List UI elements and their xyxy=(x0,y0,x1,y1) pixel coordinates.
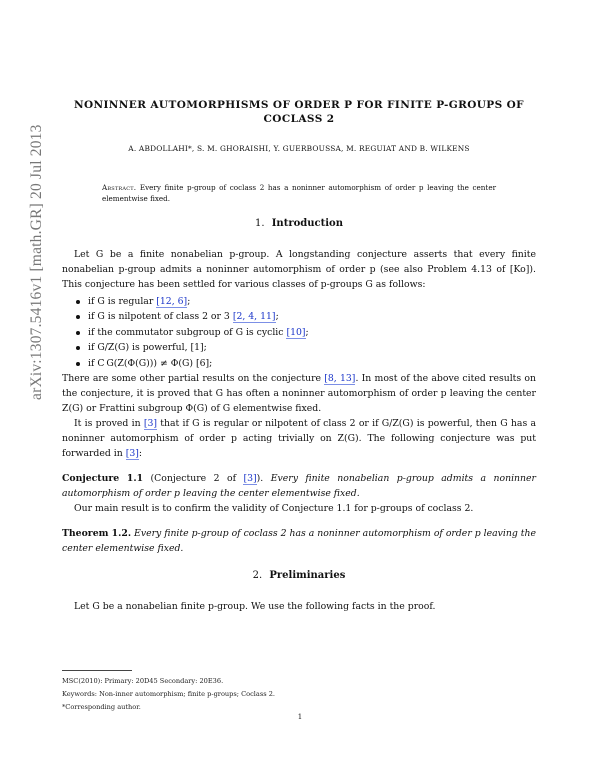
case-tail: ; xyxy=(187,296,191,307)
author-list: A. ABDOLLAHI*, S. M. GHORAISHI, Y. GUERBOUSSA, M. REGUIAT AND B. WILKENS xyxy=(128,144,470,153)
list-item xyxy=(88,294,536,309)
case-text: if G/Z(G) is powerful, [1]; xyxy=(88,342,207,354)
theorem-block xyxy=(62,526,536,556)
citation-link[interactable]: [3] xyxy=(243,473,257,485)
list-item xyxy=(88,325,536,340)
paper-title: NONINNER AUTOMORPHISMS OF ORDER P FOR FINITE P-GROUPS OF COCLASS 2 xyxy=(73,99,525,125)
keywords: Keywords: Non-inner automorphism; finite p-groups; Coclass 2. xyxy=(62,690,275,698)
citation-link[interactable]: [8, 13] xyxy=(324,373,356,385)
section-number: 2. xyxy=(252,570,263,582)
paper-content xyxy=(62,98,536,614)
settled-cases-list xyxy=(62,294,536,371)
page-number: 1 xyxy=(297,713,303,721)
theorem-statement: Every finite p-group of coclass 2 has a noninner automorphism of order p leaving the center elementwise fixed. xyxy=(62,528,536,555)
conjecture-source: (Conjecture 2 of xyxy=(143,473,244,485)
conjecture-source-end: ). xyxy=(256,473,271,485)
section-heading-introduction xyxy=(62,218,536,229)
abstract-label: Abstract. xyxy=(102,183,137,192)
list-item xyxy=(88,340,536,355)
case-tail: ; xyxy=(305,326,309,338)
case-tail: ; xyxy=(275,311,279,323)
citation-link[interactable]: [12, 6] xyxy=(156,296,188,307)
intro-paragraph-1: Let G be a finite nonabelian p-group. A longstanding conjecture asserts that every finite nonabelian p-group admits a noninner automorphism of order p (see also Problem 4.13 of [Ko]). This conjecture has been settled for various classes of p-groups G as follows: xyxy=(62,249,536,290)
conjecture-statement: Every finite nonabelian p-group admits a noninner automorphism of order p leaving the center elementwise fixed. xyxy=(62,473,536,500)
paragraph-text: : xyxy=(138,448,143,460)
main-result-paragraph: Our main result is to confirm the validity of Conjecture 1.1 for p-groups of coclass 2. xyxy=(74,503,474,515)
section-name: Introduction xyxy=(271,218,343,229)
conjecture-heading: Conjecture 1.1 xyxy=(62,473,144,485)
footnotes xyxy=(62,670,536,714)
footnote-rule xyxy=(62,670,132,671)
citation-link[interactable]: [10] xyxy=(286,326,306,338)
case-text: if the commutator subgroup of G is cyclic xyxy=(88,326,287,338)
case-text: if G is regular xyxy=(88,296,157,307)
paragraph-text: It is proved in xyxy=(74,418,144,430)
preliminaries-paragraph: Let G be a nonabelian finite p-group. We use the following facts in the proof. xyxy=(74,601,436,613)
section-number: 1. xyxy=(255,218,265,229)
intro-paragraph-2 xyxy=(62,371,536,416)
abstract-text: Every finite p-group of coclass 2 has a noninner automorphism of order p leaving the center elementwise fixed. xyxy=(102,183,497,203)
paragraph-text: that if G is regular or nilpotent of class 2 or if G/Z(G) is powerful, then G has a noninner automorphism of order p acting trivially on Z(G). The following conjecture was put forwarded in xyxy=(62,418,536,460)
list-item xyxy=(88,309,536,324)
arxiv-identifier-stamp: arXiv:1307.5416v1 [math.GR] 20 Jul 2013 xyxy=(28,124,45,400)
intro-paragraph-3 xyxy=(62,416,536,461)
conjecture-block xyxy=(62,471,536,501)
section-name: Preliminaries xyxy=(269,570,346,582)
citation-link[interactable]: [2, 4, 11] xyxy=(232,311,276,323)
citation-link[interactable]: [3] xyxy=(143,418,157,430)
paragraph-text: . In most of the above cited results on the conjecture, it is proved that G has often a noninner automorphism of order p leaving the center Z(G) or Frattini subgroup Φ(G) of G elementwise fixed. xyxy=(62,373,536,415)
msc-classification: MSC(2010): Primary: 20D45 Secondary: 20E36. xyxy=(62,677,224,685)
section-heading-preliminaries xyxy=(62,570,536,581)
theorem-heading: Theorem 1.2. xyxy=(62,528,132,540)
citation-link[interactable]: [3] xyxy=(125,448,139,460)
list-item xyxy=(88,356,536,371)
corresponding-author-note: *Corresponding author. xyxy=(62,703,141,711)
case-text: if G is nilpotent of class 2 or 3 xyxy=(88,311,233,323)
case-text: if C G(Z(Φ(G))) ≠ Φ(G) [6]; xyxy=(88,357,213,369)
paragraph-text: There are some other partial results on the conjecture xyxy=(62,373,325,385)
abstract xyxy=(102,182,496,204)
